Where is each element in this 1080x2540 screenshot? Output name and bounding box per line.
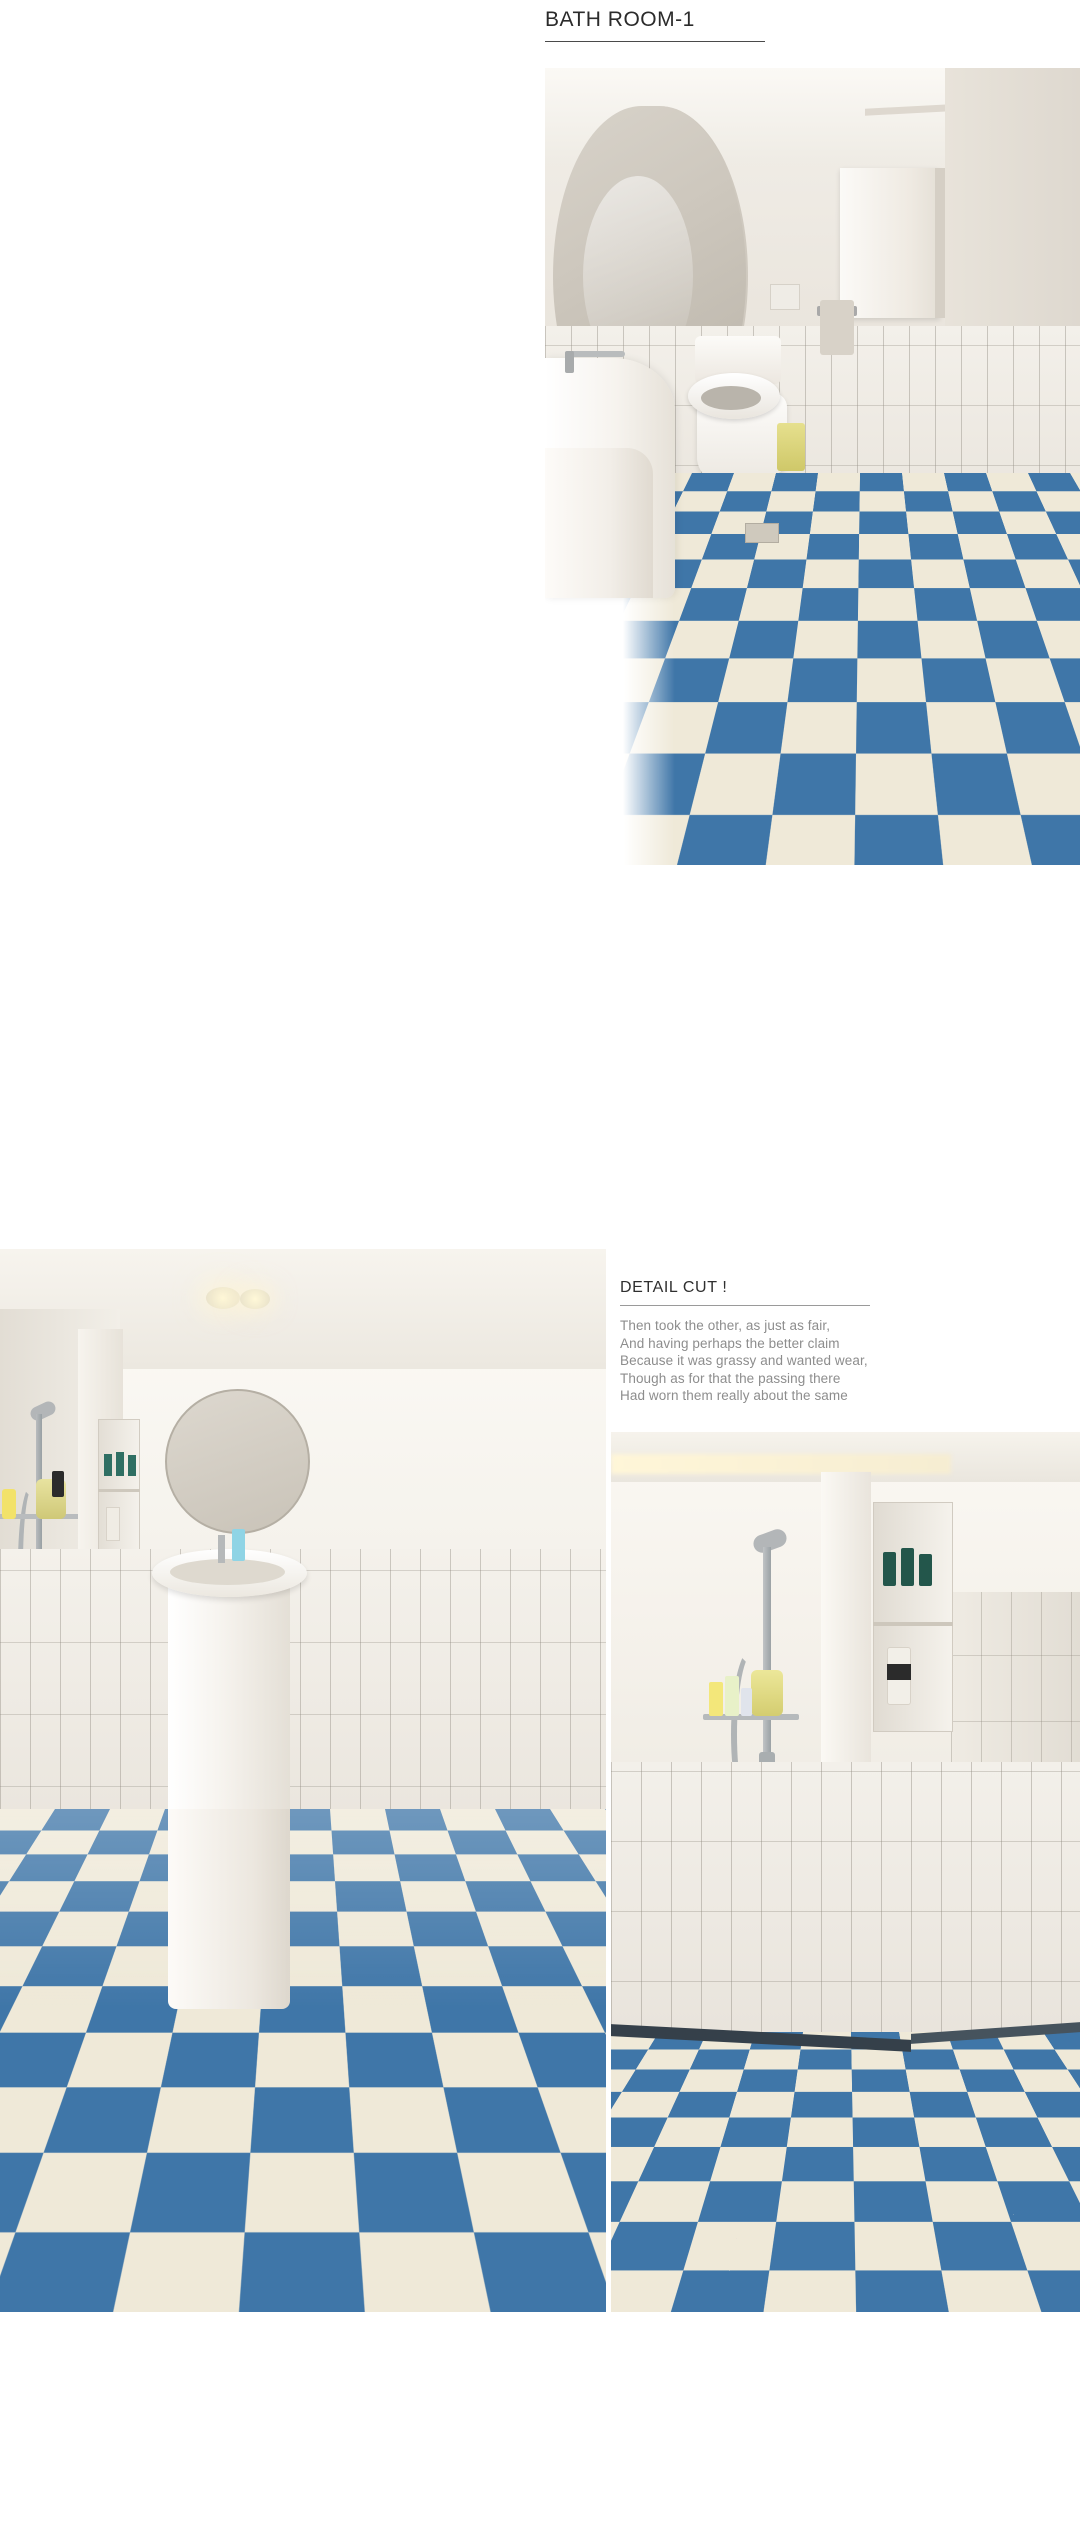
photo-bathroom-toilet	[545, 68, 1080, 865]
photo-shower-corner	[611, 1432, 1080, 2312]
detail-cut-title: DETAIL CUT !	[620, 1279, 870, 1306]
niche-shelf	[873, 1622, 953, 1626]
toilet-bowl-opening	[701, 386, 761, 410]
soap-bottle-dark	[52, 1471, 64, 1497]
photo-shower-corner-content	[611, 1432, 1080, 2312]
section-title-bathroom-1: BATH ROOM-1	[545, 8, 765, 42]
recessed-niche	[873, 1502, 953, 1732]
pump-dispenser-label	[887, 1664, 911, 1680]
toiletry-bottle	[128, 1455, 136, 1476]
toiletry-bottle	[116, 1452, 124, 1476]
pump-dispenser	[106, 1507, 120, 1541]
toiletry-bottle	[104, 1454, 112, 1476]
waste-bin	[777, 423, 805, 471]
towel-rail	[770, 284, 800, 310]
toilet-paper-roll	[820, 300, 854, 355]
niche-shelf	[98, 1489, 140, 1492]
pedestal-sink-column	[545, 448, 653, 598]
soap-bottle	[741, 1688, 752, 1716]
floor-drain	[745, 523, 779, 543]
checkerboard-floor	[611, 2032, 1080, 2312]
wall-cabinet	[840, 168, 940, 318]
pedestal-sink-front	[168, 1809, 290, 2009]
toiletry-bottle	[919, 1554, 932, 1586]
wall-cabinet-edge	[935, 168, 945, 318]
detail-cut-line: Though as for that the passing there	[620, 1370, 841, 1386]
detail-cut-block	[620, 1279, 1080, 1405]
toiletry-bottle	[883, 1552, 896, 1586]
soap-bottle	[2, 1489, 16, 1519]
bath-sponge	[751, 1670, 783, 1716]
floor-light-wash	[0, 1809, 606, 2312]
detail-cut-line: Then took the other, as just as fair,	[620, 1318, 831, 1333]
ceiling-downlight	[206, 1287, 240, 1309]
basin-bowl	[170, 1559, 285, 1585]
round-mirror	[165, 1389, 310, 1534]
tiled-wainscot	[611, 1762, 1080, 2052]
soap-bottle	[725, 1676, 739, 1716]
faucet-body	[565, 351, 574, 373]
detail-cut-line: Had worn them really about the same	[620, 1388, 848, 1403]
photo-bathroom-toilet-content	[545, 68, 1080, 865]
soap-bottle	[709, 1682, 723, 1716]
cove-lighting	[611, 1454, 951, 1474]
detail-cut-line: Because it was grassy and wanted wear,	[620, 1353, 868, 1368]
photo-bathroom-round-mirror-content	[0, 1249, 606, 2312]
faucet-spout	[567, 351, 625, 357]
soap-dispenser	[232, 1529, 245, 1561]
faucet-body	[218, 1535, 225, 1563]
detail-cut-line: And having perhaps the better claim	[620, 1335, 840, 1351]
detail-cut-body	[620, 1317, 900, 1405]
right-wall-surface	[945, 68, 1080, 343]
photo-bathroom-round-mirror	[0, 1249, 606, 2312]
toiletry-bottle	[901, 1548, 914, 1586]
ceiling-downlight	[240, 1289, 270, 1309]
